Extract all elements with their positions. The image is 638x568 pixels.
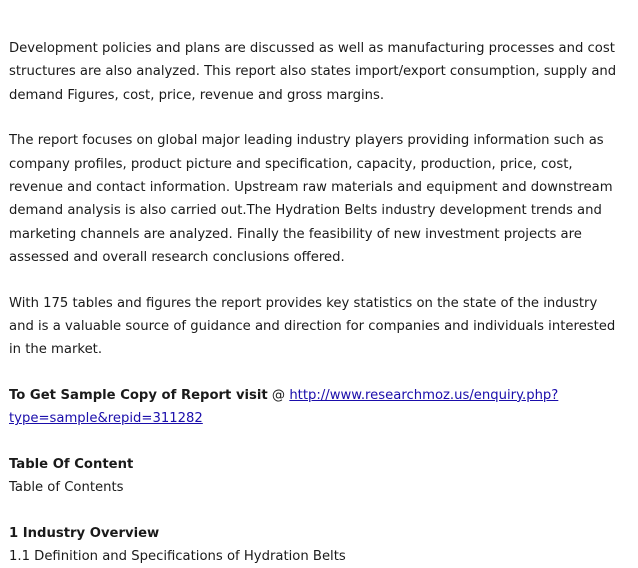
section-item: 1.1 Definition and Specifications of Hydration Belts	[9, 545, 633, 568]
sample-copy-line	[9, 384, 633, 407]
text-line: demand analysis is also carried out.The Hydration Belts industry development trends and	[9, 199, 633, 222]
text-line: demand Figures, cost, price, revenue and gross margins.	[9, 84, 633, 107]
text-line: revenue and contact information. Upstream raw materials and equipment and downstream	[9, 176, 633, 199]
section-heading: 1 Industry Overview	[9, 522, 633, 545]
paragraph-gap	[9, 500, 633, 522]
sample-copy-label: To Get Sample Copy of Report visit	[9, 388, 268, 403]
document-body	[9, 37, 633, 568]
paragraph-report-focus	[9, 129, 633, 269]
at-sign: @	[268, 388, 290, 403]
sample-copy-paragraph	[9, 384, 633, 431]
sample-report-link[interactable]: http://www.researchmoz.us/enquiry.php?	[289, 388, 558, 403]
paragraph-gap	[9, 431, 633, 453]
section-industry-overview	[9, 522, 633, 568]
text-line: assessed and overall research conclusions offered.	[9, 246, 633, 269]
text-line: in the market.	[9, 338, 633, 361]
text-line: and is a valuable source of guidance and direction for companies and individuals interested	[9, 315, 633, 338]
paragraph-gap	[9, 362, 633, 384]
sample-link-continuation-line	[9, 407, 633, 430]
toc-heading: Table Of Content	[9, 453, 633, 476]
sample-report-link-continued[interactable]: type=sample&repid=311282	[9, 411, 203, 426]
paragraph-development-policies	[9, 37, 633, 107]
text-line: company profiles, product picture and specification, capacity, production, price, cost,	[9, 153, 633, 176]
toc-subheading: Table of Contents	[9, 476, 633, 499]
text-line: Development policies and plans are discussed as well as manufacturing processes and cost	[9, 37, 633, 60]
text-line: structures are also analyzed. This report also states import/export consumption, supply and	[9, 60, 633, 83]
text-line: With 175 tables and figures the report provides key statistics on the state of the industry	[9, 292, 633, 315]
toc-block	[9, 453, 633, 500]
text-line: The report focuses on global major leading industry players providing information such as	[9, 129, 633, 152]
paragraph-gap	[9, 270, 633, 292]
text-line: marketing channels are analyzed. Finally the feasibility of new investment projects are	[9, 223, 633, 246]
paragraph-gap	[9, 107, 633, 129]
paragraph-tables-figures	[9, 292, 633, 362]
